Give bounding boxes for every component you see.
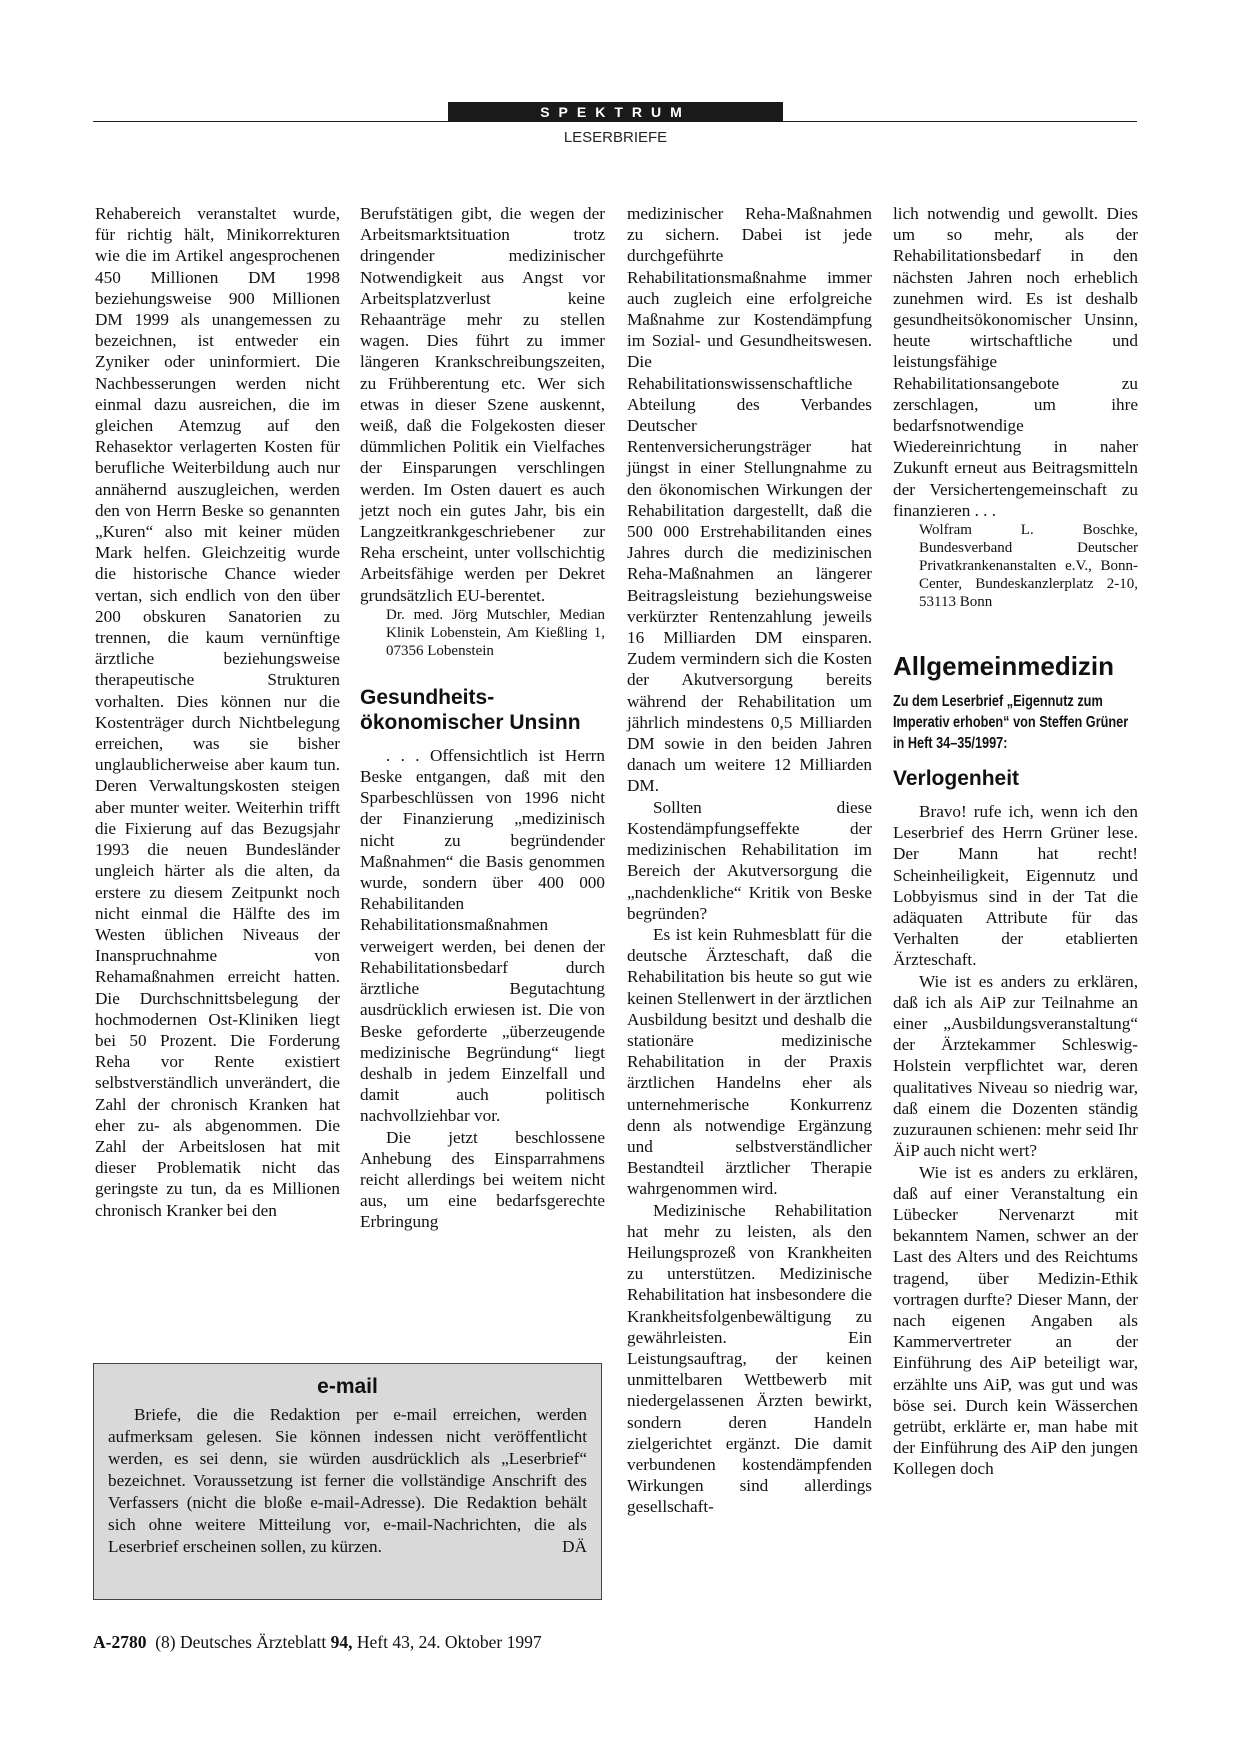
letter-text: Wie ist es anders zu erklären, daß auf einer Veranstaltung ein Lübecker Nervenarzt mit bekanntem Namen, schwer an der Last des Alters und des Reichtums tragend, über Medizin-Ethik vortragen durfte? Dieser Mann, der nach eigenen Angaben als Kammervertreter an der Einführung des AiP beteiligt war, erzählte uns AiP, was gut und was böse sei. Durch kein Wässerchen getrübt, erklärte er, man habe mit der Einführung des AiP den jungen Kollegen doch [893, 1162, 1138, 1479]
email-notice-title: e-mail [317, 1375, 378, 1398]
email-notice-sign: DÄ [562, 1537, 587, 1556]
letter-text: Berufstätigen gibt, die wegen der Arbeitsmarktsituation trotz dringender medizinischer Notwendigkeit aus Angst vor Arbeitsplatzverlust keine Rehaanträge mehr zu stellen wagen. Dies führt zu immer längeren Krankschreibungszeiten, zu Frühberentung etc. Wer sich etwas in dieser Szene auskennt, weiß, daß die Folgekosten dieser dümmlichen Politik ein Vielfaches der Einsparungen verschlingen werden. Im Osten dauert es auch jetzt noch ein gutes Jahr, bis ein Langzeitkrankgeschriebener zur Reha erscheint, unter vollschichtig Arbeitsfähige werden per Dekret grundsätzlich EU-berentet. [360, 204, 605, 605]
letter-text: lich notwendig und gewollt. Dies um so mehr, als der Rehabilitationsbedarf in den nächsten Jahren noch erheblich zunehmen wird. Es ist deshalb gesundheitsökonomischer Unsinn, heute wirtschaftliche und leistungsfähige Rehabilitationsangebote zu zerschlagen, um ihre bedarfsnotwendige Wiedereinrichtung in naher Zukunft erneut aus Beitragsmitteln der Versichertengemeinschaft zu finanzieren . . . [893, 204, 1138, 520]
letter-text: Die jetzt beschlossene Anhebung des Einsparrahmens reicht allerdings bei weitem nicht aus, um eine bedarfsgerechte Erbringung [360, 1127, 605, 1232]
page-footer [93, 1632, 542, 1653]
column-2 [360, 203, 605, 1233]
footer-volume: 94, [330, 1632, 353, 1652]
letter-text: Es ist kein Ruhmesblatt für die deutsche Ärzteschaft, daß die Rehabilitation bis heute so gut wie keinen Stellenwert in der ärztlichen Ausbildung besitzt und deshalb die stationäre medizinische Rehabilitation in der Praxis ärztlichen Handelns eher als unternehmerische Konkurrenz denn als notwendige Ergänzung und selbstverständlicher Bestandteil ärztlicher Therapie wahrgenommen wird. [627, 924, 872, 1199]
subsection-label: LESERBRIEFE [563, 129, 668, 146]
letter-text: Rehabereich veranstaltet wurde, für richtig hält, Minikorrekturen wie die im Artikel angesprochenen 450 Millionen DM 1998 beziehungsweise 900 Millionen DM 1999 als unangemessen zu bezeichnen, ist entweder ein Zyniker oder uninformiert. Die Nachbesserungen werden nicht einmal dazu ausreichen, die im gleichen Atemzug auf den Rehasektor verlagerten Kosten für berufliche Weiterbildung auch nur annähernd auszugleichen, werden den von Herrn Beske so genannten „Kuren“ also mit keiner müden Mark helfen. Gleichzeitig wurde die historische Chance wieder vertan, sich endlich von den über 200 obskuren Sanatorien zu trennen, die kaum vernünftige ärztliche beziehungsweise therapeutische Strukturen vorhalten. Dies können nur die Kostenträger durch Nichtbelegung erreichen, was sie bisher unglaublicherweise aber kaum tun. Deren Verwaltungskosten steigen aber munter weiter. Weiterhin trifft die Fixierung auf das Bezugsjahr 1993 die neuen Bundesländer ungleich härter als die alten, da erstere zu diesem Zeitpunkt noch nicht einmal die Hälfte des im Westen üblichen Niveaus der Inanspruchnahme von Rehamaßnahmen erreicht hatten. Die Durchschnittsbelegung der hochmodernen Ost-Kliniken liegt bei 50 Prozent. Die Forderung Reha vor Rente existiert selbstverständlich unverändert, die Zahl der chronisch Kranken hat eher zu- als abgenommen. Die Zahl der Arbeitslosen hat mit dieser Problematik nicht das geringste zu tun, da es Millionen chronisch Kranker bei den [95, 204, 340, 1220]
letter-heading: Verlogenheit [893, 767, 1020, 791]
email-notice-text: Briefe, die die Redaktion per e-mail erreichen, werden aufmerksam gelesen. Sie können indessen nicht veröffentlicht werden, es sei denn, sie würden ausdrücklich als „Leserbrief“ bezeichnet. Voraussetzung ist ferner die vollständige Anschrift des Verfassers (nicht die bloße e-mail-Adresse). Die Redaktion behält sich ohne weitere Mitteilung vor, e-mail-Nachrichten, die als Leserbrief erscheinen sollen, zu kürzen. [108, 1405, 587, 1556]
letter-text: Bravo! rufe ich, wenn ich den Leserbrief des Herrn Grüner lese. Der Mann hat recht! Scheinheiligkeit, Eigennutz und Lobbyismus sind in der Tat die adäquaten Attribute für das Verhalten der etablierten Ärzteschaft. [893, 802, 1138, 970]
letter-text: Wie ist es anders zu erklären, daß ich als AiP zur Teilnahme an einer „Ausbildungsveranstaltung“ der Ärztekammer Schleswig-Holstein verpflichtet war, deren qualitatives Niveau so niedrig war, daß einem die Dozenten ständig zuzuraunen schienen: mehr seid Ihr ÄiP auch nicht wert? [893, 971, 1138, 1161]
column-1 [95, 203, 340, 1221]
letter-text: Sollten diese Kostendämpfungseffekte der medizinischen Rehabilitation im Bereich der Akutversorgung die „nachdenkliche“ Kritik von Beske begründen? [627, 797, 872, 923]
letter-signature: Wolfram L. Boschke, Bundesverband Deutscher Privatkrankenanstalten e.V., Bonn-Center, Bundeskanzlerplatz 2-10, 53113 Bonn [919, 522, 1138, 611]
footer-issue: Heft 43, 24. Oktober 1997 [356, 1632, 542, 1652]
section-heading: Allgemeinmedizin [893, 651, 1115, 682]
column-3 [627, 203, 872, 1518]
email-notice-box [93, 1363, 602, 1600]
footer-publication: (8) Deutsches Ärzteblatt [155, 1632, 327, 1652]
letter-text: Medizinische Rehabilitation hat mehr zu leisten, als den Heilungsprozeß von Krankheiten zu unterstützen. Medizinische Rehabilitation hat insbesondere die Krankheitsfolgenbewältigung zu gewährleisten. Ein Leistungsauftrag, der keinen unmittelbaren Wettbewerb mit niedergelassenen Ärzten bewirkt, sondern deren Handeln zielgerichtet ergänzt. Die damit verbundenen kostendämpfenden Wirkungen sind allerdings gesellschaft- [627, 1200, 872, 1517]
column-4 [893, 203, 1138, 1480]
letter-text: medizinischer Reha-Maßnahmen zu sichern. Dabei ist jede durchgeführte Rehabilitationsmaßnahme immer auch zugleich eine erfolgreiche Maßnahme zur Kostendämpfung im Sozial- und Gesundheitswesen. Die Rehabilitationswissenschaftliche Abteilung des Verbandes Deutscher Rentenversicherungsträger hat jüngst in einer Stellungnahme zu den ökonomischen Wirkungen der Rehabilitation dargestellt, daß die 500 000 Erstrehabilitanden eines Jahres durch die medizinischen Reha-Maßnahmen an längerer Beitragsleistung beziehungsweise verkürzter Rentenzahlung jeweils 16 Milliarden DM einsparen. Zudem vermindern sich die Kosten der Akutversorgung bereits während der Rehabilitation um jährlich mindestens 0,5 Milliarden DM sowie in den beiden Jahren danach um weitere 12 Milliarden DM. [627, 204, 872, 796]
page-number: A-2780 [93, 1632, 147, 1652]
letter-reference: Zu dem Leserbrief „Eigennutz zum Imperativ erhoben“ von Steffen Grüner in Heft 34–35/1997: [893, 693, 1129, 753]
letter-heading: Gesundheits-ökonomischer Unsinn [360, 685, 581, 734]
section-label: SPEKTRUM [448, 102, 783, 122]
letter-signature: Dr. med. Jörg Mutschler, Median Klinik Lobenstein, Am Kießling 1, 07356 Lobenstein [386, 606, 605, 659]
letter-text: . . . Offensichtlich ist Herrn Beske entgangen, daß mit den Sparbeschlüssen von 1996 nicht der Finanzierung „medizinisch nicht zu begründender Maßnahmen“ die Basis genommen wurde, sondern über 400 000 Rehabilitanden Rehabilitationsmaßnahmen verweigert werden, bei denen der Rehabilitationsbedarf durch ärztliche Begutachtung ausdrücklich erwiesen ist. Die von Beske geforderte „überzeugende medizinische Begründung“ liegt deshalb in jedem Einzelfall und damit auch politisch nachvollziehbar vor. [360, 745, 605, 1126]
